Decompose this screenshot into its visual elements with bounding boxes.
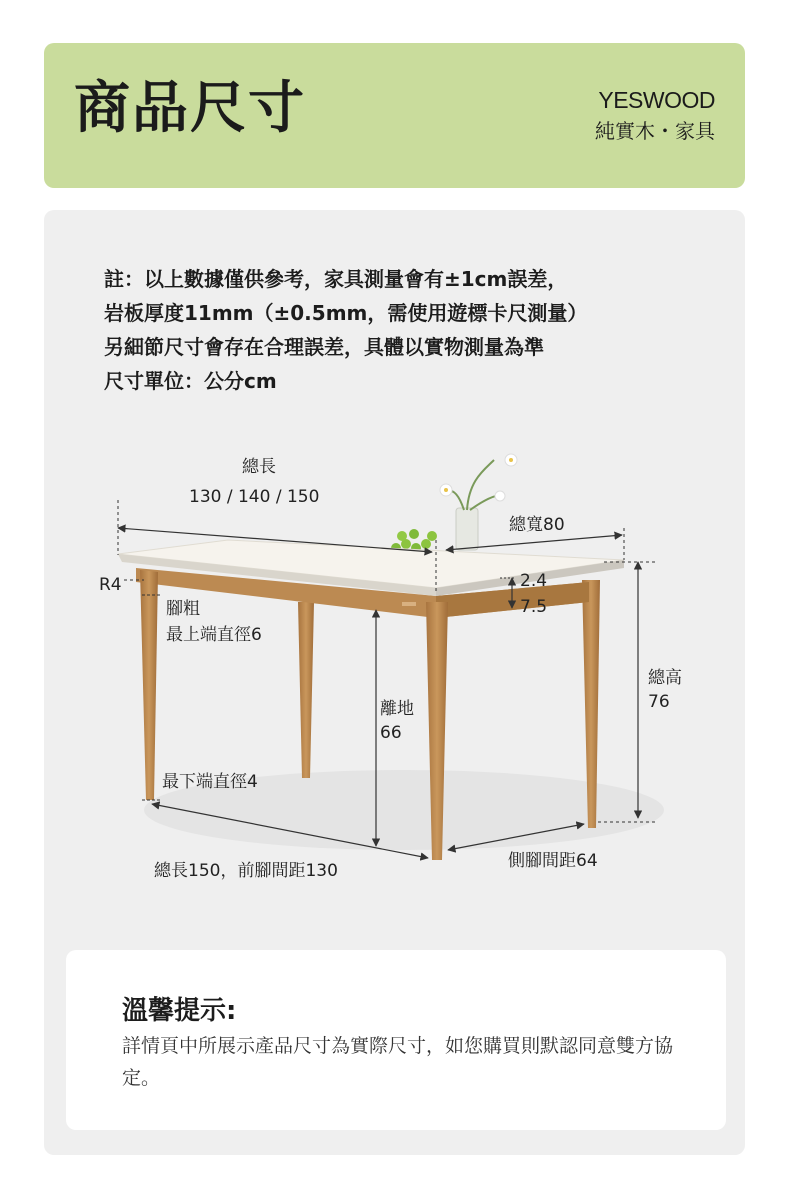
- dimension-panel: [44, 210, 745, 1155]
- total-height-value: 76: [648, 692, 670, 712]
- note-line: 尺寸單位：公分cm: [104, 369, 277, 393]
- apron-height-label: 7.5: [520, 597, 548, 617]
- brand-name: YESWOOD: [598, 87, 715, 113]
- radius-label: R4: [99, 575, 122, 595]
- vase-flowers: [440, 454, 517, 550]
- table-leg-back-left: [298, 602, 314, 778]
- total-width-label: 總寬80: [509, 515, 565, 535]
- page-title: 商品尺寸: [74, 76, 306, 141]
- table-leg-front-left: [140, 570, 158, 800]
- leg-thickness-label: 腳粗: [166, 599, 200, 619]
- tip-title: 溫馨提示:: [122, 996, 237, 1026]
- note-line: 註：以上數據僅供參考，家具測量會有±1cm誤差，: [104, 267, 568, 291]
- total-length-label: 總長: [242, 457, 276, 477]
- front-leg-span-label: 總長150，前腳間距130: [154, 861, 338, 881]
- tip-box: [66, 950, 726, 1130]
- ground-clearance-value: 66: [380, 723, 402, 743]
- ground-clearance-label: 離地: [380, 699, 414, 719]
- header-banner: [44, 43, 745, 188]
- tip-body: 詳情頁中所展示產品尺寸為實際尺寸，如您購買則默認同意雙方協定。: [122, 1035, 674, 1089]
- brand-block: [595, 87, 715, 143]
- total-length-values: 130 / 140 / 150: [189, 487, 320, 507]
- side-leg-span-label: 側腳間距64: [508, 851, 598, 871]
- top-thickness-label: 2.4: [520, 571, 548, 591]
- total-height-label: 總高: [648, 668, 682, 688]
- note-line: 另細節尺寸會存在合理誤差，具體以實物測量為準: [104, 335, 544, 359]
- note-line: 岩板厚度11mm（±0.5mm，需使用遊標卡尺測量）: [104, 301, 588, 325]
- brand-subtitle: 純實木・家具: [595, 118, 715, 143]
- leg-thickness-value: 最上端直徑6: [166, 625, 262, 645]
- bottom-diameter-label: 最下端直徑4: [162, 772, 258, 792]
